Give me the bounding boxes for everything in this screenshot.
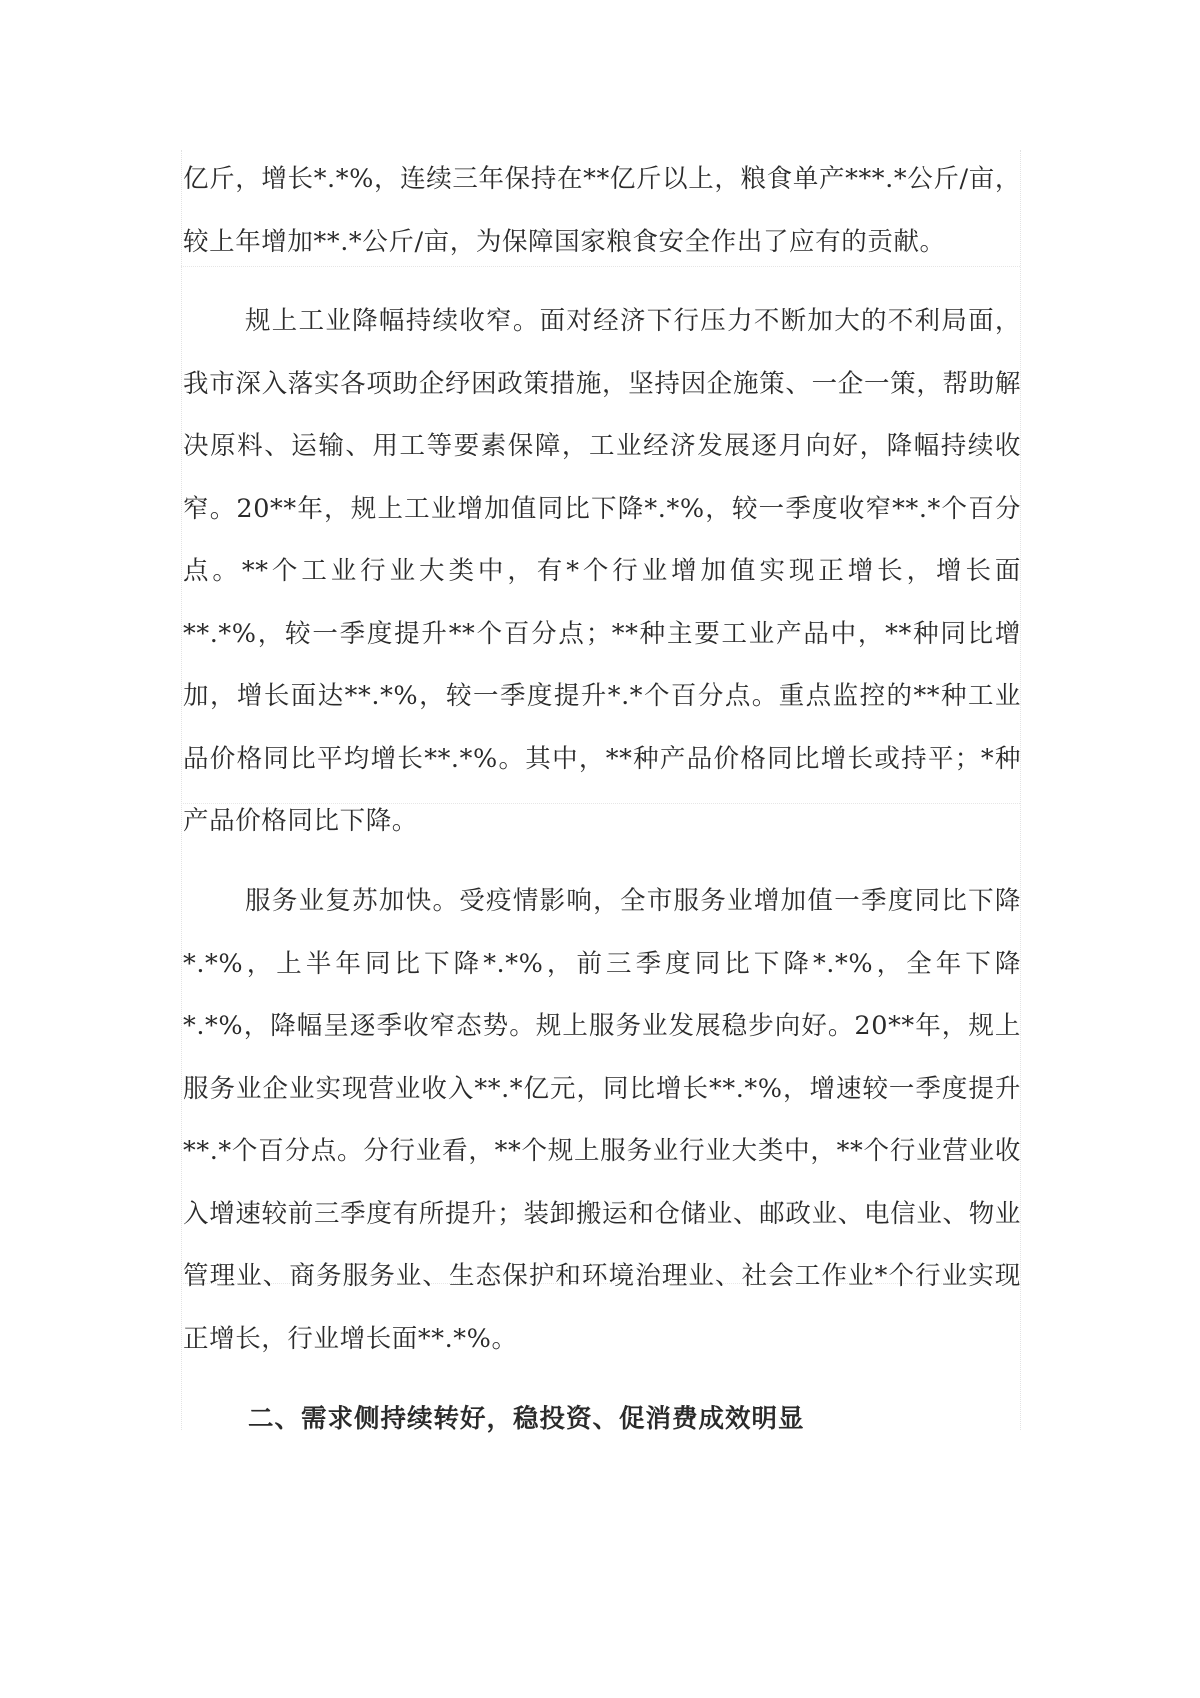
paragraph-services (183, 870, 1021, 1370)
section-heading: 二、需求侧持续转好，稳投资、促消费成效明显 (248, 1404, 805, 1434)
paragraph-text: 规上工业降幅持续收窄。面对经济下行压力不断加大的不利局面，我市深入落实各项助企纾困政策措施，坚持因企施策、一企一策，帮助解决原料、运输、用工等要素保障，工业经济发展逐月向好，降幅持续收窄。20**年，规上工业增加值同比下降*.*%，较一季度收窄**.*个百分点。**个工业行业大类中，有*个行业增加值实现正增长，增长面**.*%，较一季度提升**个百分点；**种主要工业产品中，**种同比增加，增长面达**.*%，较一季度提升*.*个百分点。重点监控的**种工业品价格同比平均增长**.*%。其中，**种产品价格同比增长或持平；*种产品价格同比下降。 (183, 306, 1021, 836)
paragraph-industry (183, 290, 1021, 853)
paragraph-text: 服务业复苏加快。受疫情影响，全市服务业增加值一季度同比下降*.*%，上半年同比下降*.*%，前三季度同比下降*.*%，全年下降*.*%，降幅呈逐季收窄态势。规上服务业发展稳步向好。20**年，规上服务业企业实现营业收入**.*亿元，同比增长**.*%，增速较一季度提升**.*个百分点。分行业看，**个规上服务业行业大类中，**个行业营业收入增速较前三季度有所提升；装卸搬运和仓储业、邮政业、电信业、物业管理业、商务服务业、生态保护和环境治理业、社会工作业*个行业实现正增长，行业增长面**.*%。 (183, 886, 1021, 1354)
margin-guide-left (181, 150, 182, 1430)
paragraph-grain-output (183, 148, 1021, 273)
paragraph-text: 亿斤，增长*.*%，连续三年保持在**亿斤以上，粮食单产***.*公斤/亩，较上年增加**.*公斤/亩，为保障国家粮食安全作出了应有的贡献。 (183, 164, 1021, 257)
